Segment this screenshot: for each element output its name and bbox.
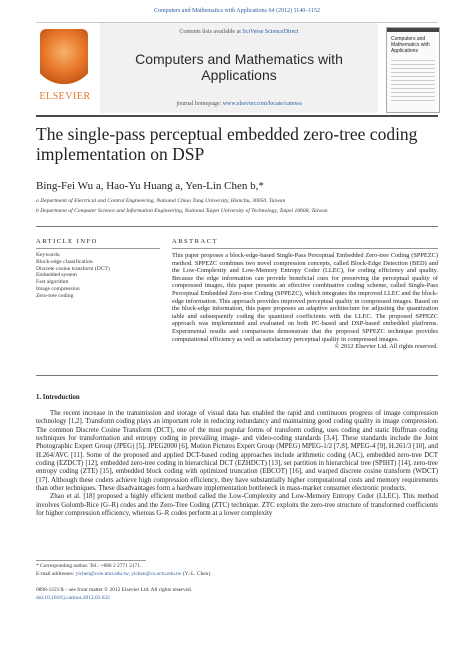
elsevier-wordmark: ELSEVIER (39, 91, 91, 102)
email-suffix: (Y.-L. Chen). (181, 571, 212, 577)
introduction-paragraph: Zhao et al. [18] proposed a highly efficient method called the Low-Complexity and Low-Memory Entropy Coder (LLEC). This method involves Golomb-Rice (G–R) codes and the Zero-Tree Coding (ZTC) technique. ZTC exploits the zero-tree structure of transformed coefficients for higher compression efficiency, whereas G–R codes perform at a lower complexity (36, 493, 438, 518)
issn-line: 0898-1221/$ – see front matter © 2012 Elsevier Ltd. All rights reserved. (36, 587, 193, 593)
sciencedirect-link[interactable]: SciVerse ScienceDirect (242, 29, 299, 35)
abstract-rule (172, 248, 438, 249)
article-title: The single-pass perceptual embedded zero-tree coding implementation on DSP (36, 124, 418, 164)
keyword-item: Fast algorithm (36, 279, 69, 286)
email-links[interactable]: yichen@csie.ntut.edu.tw, yichen@cs.nctu.edu.tw (75, 571, 182, 577)
abstract-body (172, 252, 438, 351)
affiliation-b: b Department of Computer Science and Information Engineering, National Taipei University of Technology, Taipei 10608, Taiwan (36, 208, 328, 214)
journal-banner (36, 22, 438, 117)
article-info-heading: ARTICLE INFO (36, 238, 98, 245)
keyword-item: Discrete cosine transform (DCT) (36, 265, 110, 272)
cover-top-bar (387, 28, 439, 32)
abstract-text: This paper proposes a block-edge-based Single-Pass Perceptual Embedded Zero-tree Coding (SPPEZC) method. SPPEZC combines two novel compression concepts, called Block-Edge Detection (BED) and the Low-Complexity and Low-Memory Entropy Coder (LLEC), for coding efficiency and quality. Because the edge information can provide beneficial cues for preserving the perceptual quality of compressed images, this paper presents an effective combinative coding scheme, called Single-Pass Perceptual Embedded Zero-tree Coding (SPPEZC), which integrates the improved LLEC and the block-edge information. This approach provides improved perceptual quality in compressed images. Based on the block-edge information, this paper proposes an adaptive architecture for adjusting the quantization table and subsequently coding the quantized coefficients with the LLEC. The proposed SPPEZC approach was implemented and evaluated on both PC-based and DSP-based embedded platforms. Experimental results and comparisons demonstrate that the proposed SPPEZC technique provides computational efficiency as well as satisfactory perceptual quality in compressed images. (172, 252, 438, 343)
footnote-rule (36, 560, 146, 561)
running-head[interactable]: Computers and Mathematics with Applications 64 (2012) 1140–1152 (153, 8, 321, 14)
introduction-heading: 1. Introduction (36, 394, 80, 401)
header-divider (36, 226, 438, 227)
corresponding-author-note: * Corresponding author. Tel.: +886 2 2771 2171. (36, 563, 142, 569)
keyword-item: Block-edge classification (36, 259, 93, 265)
affiliation-a: a Department of Electrical and Control Engineering, National Chiao Tung University, Hsinchu, 30050, Taiwan (36, 198, 286, 204)
keywords-label: Keywords: (36, 252, 61, 258)
keyword-item: Embedded system (36, 272, 77, 279)
abstract-divider (36, 375, 438, 376)
abstract-heading: ABSTRACT (172, 238, 218, 245)
cover-title: Computers and Mathematics with Applications (391, 36, 430, 54)
homepage-prefix: journal homepage: (176, 101, 223, 107)
journal-homepage-link[interactable]: www.elsevier.com/locate/camwa (222, 101, 302, 107)
cover-text-lines (391, 60, 435, 104)
elsevier-tree-icon (40, 29, 88, 87)
banner-center-panel (100, 23, 378, 113)
keyword-item: Zero-tree coding (36, 292, 74, 299)
article-info-rule (36, 248, 160, 249)
doi-link[interactable]: doi:10.1016/j.camwa.2012.03.032 (36, 595, 110, 601)
journal-cover-thumbnail[interactable] (386, 27, 440, 113)
introduction-body (36, 410, 438, 518)
journal-homepage-line (100, 101, 378, 107)
elsevier-logo[interactable] (36, 27, 94, 111)
contents-prefix: Contents lists available at (179, 29, 243, 35)
keyword-list (36, 259, 160, 299)
email-footnote (36, 571, 438, 577)
keyword-item: Image compression (36, 285, 80, 292)
introduction-paragraph: The recent increase in the transmission and storage of visual data has enabled the rapid and continuous progress of image compression technology [1,2]. Transform coding plays an important role in reducing redundancy and maintaining good coding quality in image compression. The common Discrete Cosine Transform (DCT), one of the most popular forms of transform coding, uses coding and static Huffman coding techniques for transformation and entropy coding in prevailing image- and video-coding standards [3,4]. These standards include the Joint Photographic Expert Group (JPEG) [5], JPEG2000 [6], Motion Pictures Expert Group (MPEG) MPEG-1/2 [7,8], MPEG-4 [9], H.261/3 [10], and H.264/AVC [11]. Some of the proposed and applied DCT-based coding approaches include arithmetic coding (AC), embedded zero-tree DCT coding (EZDCT) [12], embedded zero-tree coding in hierarchical DCT (EZHDCT) [13], set partition in hierarchical tree (SPIHT) [14], zero-tree entropy coding (ZTE) [15], embedded block coding with optimized truncation (EBCOT) [16], and warped discrete cosine transform (WDCT) [17]. Although these coders achieve high compression efficiency, they have substantially higher computational costs and memory requirements than other techniques. These disadvantages form a hardware implementation bottleneck in mass-market consumer electronic products. (36, 410, 438, 493)
author-list: Bing-Fei Wu a, Hao-Yu Huang a, Yen-Lin Chen b,* (36, 180, 264, 192)
copyright-notice: © 2012 Elsevier Ltd. All rights reserved. (334, 343, 438, 351)
email-label: E-mail addresses: (36, 571, 76, 577)
contents-line (100, 29, 378, 35)
journal-name: Computers and Mathematics with Applications (135, 51, 343, 83)
